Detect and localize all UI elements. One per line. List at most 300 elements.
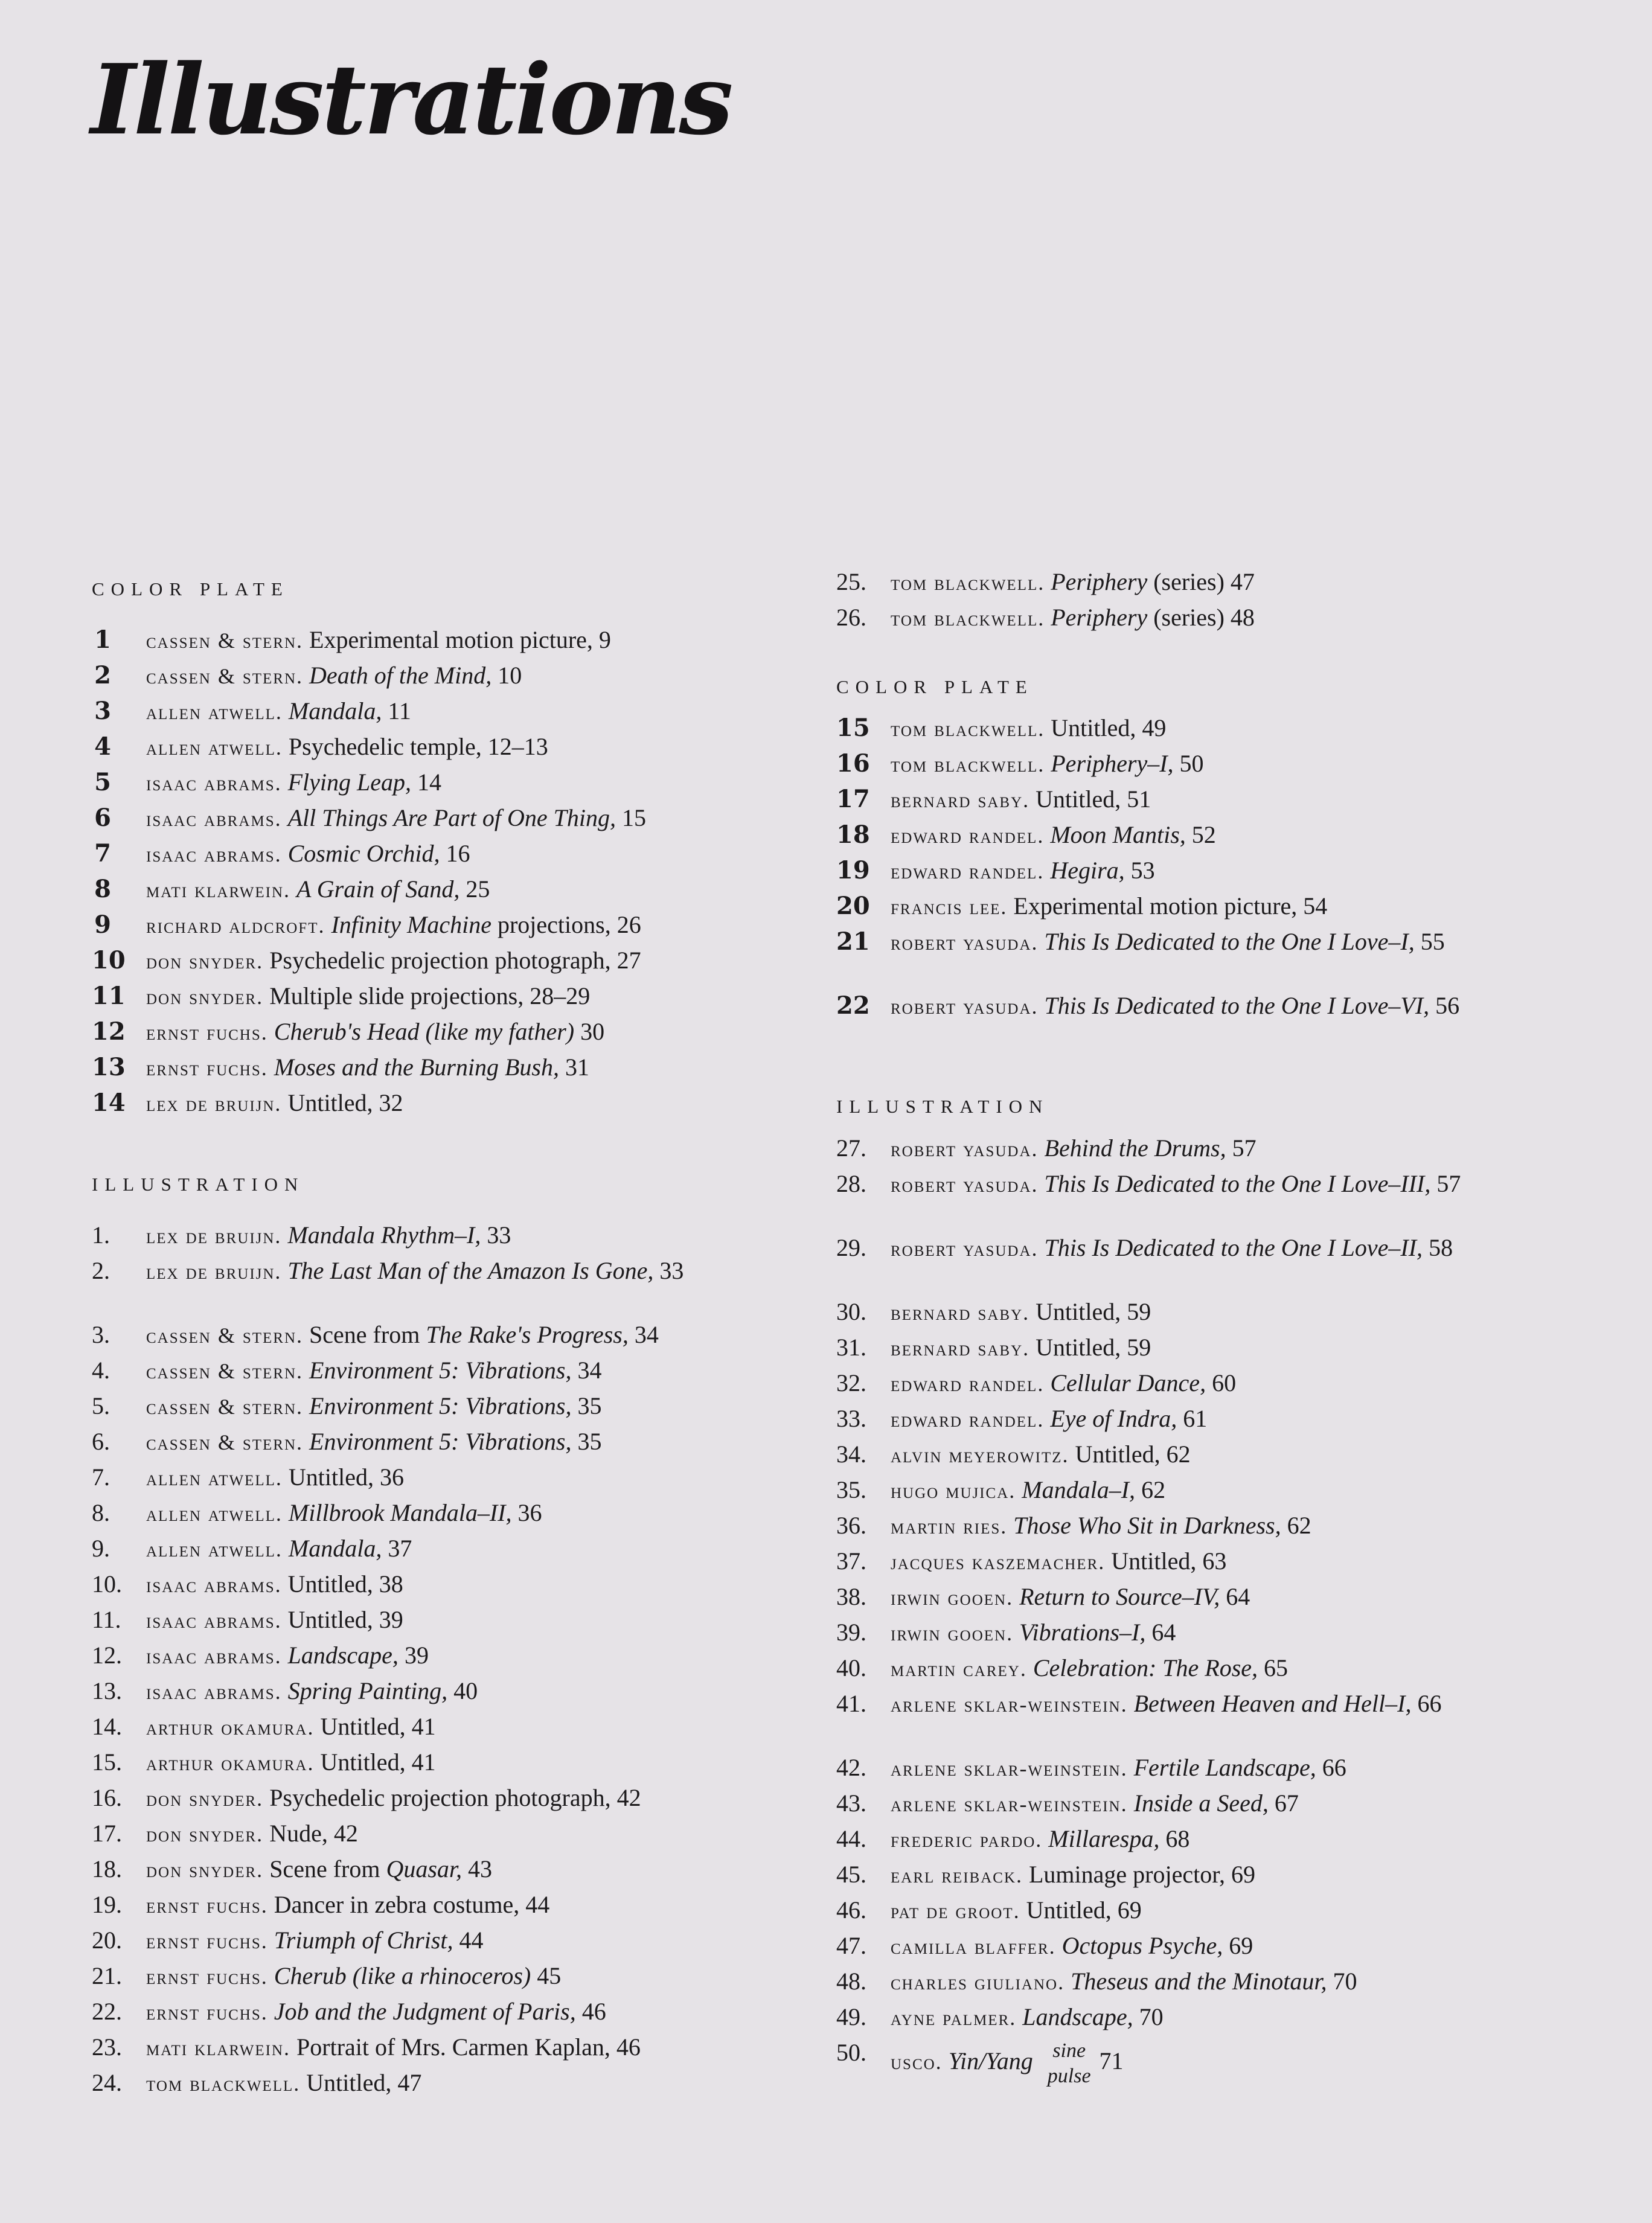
section-heading-color-plate-1: COLOR PLATE [92,578,289,600]
item-text [146,1256,792,1286]
item-number: 12 [92,1017,126,1046]
item-text [146,1605,792,1635]
item-number: 43. [836,1790,866,1817]
page-number: 27 [616,947,641,974]
list-item [92,1819,792,1855]
illustration-list-1-continued [836,568,1537,639]
list-item [92,1962,792,1997]
page-number: 61 [1183,1405,1208,1432]
work-description: Dancer in zebra costume, [274,1891,520,1918]
page-number: 37 [388,1535,412,1562]
item-number: 33. [836,1405,866,1432]
work-description: Untitled, [320,1713,406,1740]
work-title: Fertile Landscape, [1133,1754,1316,1781]
list-item [92,1427,792,1463]
work-title: Celebration: The Rose, [1032,1654,1258,1681]
item-prefix: Scene from [309,1321,420,1348]
artist-name: arthur okamura. [146,1715,315,1739]
artist-name: martin carey. [891,1657,1027,1681]
artist-name: robert yasuda. [891,1137,1039,1161]
artist-name: ernst fuchs. [146,2000,268,2024]
list-item [92,732,792,768]
work-title: All Things Are Part of One Thing, [287,804,616,831]
item-text [891,2003,1537,2032]
item-text [146,732,792,762]
page-number: 69 [1117,1896,1142,1924]
work-description: Untitled, [288,1463,374,1491]
page-number: 39 [404,1642,429,1669]
list-item [836,714,1537,749]
item-text [146,625,792,655]
list-item [92,1890,792,1926]
item-number: 27. [836,1134,866,1162]
artist-name: ernst fuchs. [146,1929,268,1953]
item-number: 37. [836,1547,866,1575]
work-title: Millarespa, [1048,1825,1160,1852]
item-number: 41. [836,1690,866,1717]
artist-name: ernst fuchs. [146,1893,268,1918]
work-title: Mandala–I, [1022,1476,1136,1503]
page-number: 10 [498,662,522,689]
list-item [836,1654,1537,1689]
work-description: (series) [1153,604,1225,631]
work-description: Untitled, [287,1606,373,1633]
page-number: 51 [1127,785,1151,813]
list-item [836,1789,1537,1825]
work-description: Luminage projector, [1029,1861,1225,1888]
list-item [836,1896,1537,1931]
item-number: 1. [92,1221,110,1249]
page-number: 59 [1127,1298,1151,1325]
list-item [92,768,792,804]
list-item [92,1534,792,1570]
item-text [891,1511,1537,1541]
page-number: 65 [1264,1654,1289,1681]
work-title: Eye of Indra, [1050,1405,1177,1432]
page-number: 46 [581,1998,606,2025]
list-item [836,1404,1537,1440]
list-item [92,1855,792,1890]
item-text [146,1926,792,1956]
work-title: Job and the Judgment of Paris, [274,1998,576,2025]
item-number: 21. [92,1962,122,1989]
artist-name: tom blackwell. [891,571,1045,595]
list-item [92,1017,792,1053]
item-number: 18 [836,820,870,849]
item-number: 20. [92,1927,122,1954]
item-text [146,1320,792,1350]
page-number: 52 [1191,821,1216,848]
list-item [836,1825,1537,1860]
work-description: Untitled, [1036,1298,1121,1325]
page-number: 62 [1141,1476,1166,1503]
list-item [92,1783,792,1819]
item-number: 20 [836,892,870,920]
list-item [92,625,792,661]
item-number: 6 [94,804,111,832]
item-number: 42. [836,1754,866,1781]
item-text [146,768,792,798]
item-number: 45. [836,1861,866,1888]
list-item [92,1221,792,1256]
item-text [146,661,792,691]
page-number: 41 [411,1713,436,1740]
work-title: This Is Dedicated to the One I Love–VI, [1044,992,1430,1019]
item-text [146,1356,792,1386]
list-item [836,749,1537,785]
artist-name: mati klarwein. [146,2036,291,2060]
list-item [92,875,792,910]
item-number: 8 [94,875,111,903]
artist-name: cassen & stern. [146,1430,304,1454]
sine-pulse-stack [1048,2038,1091,2089]
list-item [836,1967,1537,2003]
page-number: 53 [1130,857,1155,884]
item-text [891,1297,1537,1327]
item-text [146,946,792,976]
list-item [836,568,1537,603]
artist-name: don snyder. [146,1858,264,1882]
artist-name: mati klarwein. [146,878,291,902]
artist-name: don snyder. [146,1786,264,1811]
item-number: 16 [836,749,870,778]
section-heading-illustration-1: ILLUSTRATION [92,1174,305,1195]
work-title: Environment 5: Vibrations, [309,1428,572,1455]
page-number: 48 [1230,604,1255,631]
item-text [891,1476,1537,1505]
item-number: 26. [836,604,866,631]
list-item [836,927,1537,991]
item-number: 2. [92,1257,110,1284]
page-number: 41 [411,1748,436,1776]
list-item [92,1712,792,1748]
item-text [146,839,792,869]
page-number: 70 [1333,1968,1357,1995]
list-item [836,1369,1537,1404]
page-number: 55 [1420,928,1445,955]
item-number: 4 [94,732,111,761]
list-item [836,1931,1537,1967]
item-number: 5. [92,1392,110,1419]
item-text [146,1712,792,1742]
artist-name: ernst fuchs. [146,1020,268,1044]
list-item [836,1753,1537,1789]
item-text [146,1570,792,1599]
artist-name: edward randel. [891,1407,1045,1431]
list-item [836,892,1537,927]
artist-name: don snyder. [146,949,264,973]
artist-name: irwin gooen. [891,1585,1014,1610]
work-title: Mandala, [288,697,382,724]
work-title: Behind the Drums, [1044,1134,1226,1162]
work-title: Quasar, [386,1855,463,1882]
item-text [891,1860,1537,1890]
item-text [891,1369,1537,1398]
list-item [836,1233,1537,1297]
item-number: 47. [836,1932,866,1959]
work-title: Periphery [1051,568,1148,595]
page-number: 14 [417,769,442,796]
item-number: 39. [836,1619,866,1646]
artist-name: tom blackwell. [891,606,1045,630]
artist-name: usco. [891,2050,943,2074]
item-text [146,1499,792,1528]
page-number: 60 [1212,1369,1237,1396]
artist-name: isaac abrams. [146,807,282,831]
page-title: Illustrations [91,43,731,156]
item-number: 34. [836,1441,866,1468]
artist-name: lex de bruijn. [146,1224,282,1248]
work-title: Octopus Psyche, [1061,1932,1223,1959]
item-number: 8. [92,1499,110,1526]
item-text [891,1896,1537,1925]
item-text [891,1404,1537,1434]
item-number: 31. [836,1334,866,1361]
item-number: 22. [92,1998,122,2025]
list-item [92,1320,792,1356]
work-title: Millbrook Mandala–II, [288,1499,512,1526]
item-number: 25. [836,568,866,595]
artist-name: cassen & stern. [146,1359,304,1383]
item-number: 10 [92,946,126,974]
artist-name: edward randel. [891,1372,1045,1396]
item-number: 28. [836,1170,866,1197]
item-number: 22 [836,991,870,1020]
list-item [836,2038,1537,2089]
artist-name: martin ries. [891,1514,1008,1538]
item-number: 36. [836,1512,866,1539]
artist-name: arlene sklar-weinstein. [891,1756,1128,1780]
artist-name: hugo mujica. [891,1479,1016,1503]
list-item [92,2033,792,2068]
artist-name: tom blackwell. [891,752,1045,776]
item-number: 7. [92,1463,110,1491]
list-item [836,856,1537,892]
item-text [146,910,792,940]
artist-name: pat de groot. [891,1899,1020,1923]
artist-name: ayne palmer. [891,2006,1017,2030]
item-number: 6. [92,1428,110,1455]
work-title: Environment 5: Vibrations, [309,1392,572,1419]
work-title: Infinity Machine [331,911,491,938]
item-text [146,697,792,726]
artist-name: allen atwell. [146,1502,283,1526]
list-item [92,1089,792,1124]
page-number: 54 [1303,892,1328,920]
artist-name: isaac abrams. [146,1644,282,1668]
page-number: 42 [616,1784,641,1811]
list-item [836,1169,1537,1233]
section-heading-illustration-2: ILLUSTRATION [836,1096,1049,1117]
artist-name: bernard saby. [891,1336,1030,1360]
artist-name: arthur okamura. [146,1751,315,1775]
artist-name: robert yasuda. [891,1236,1039,1261]
item-number: 29. [836,1234,866,1261]
page-number: 16 [446,840,470,867]
artist-name: charles giuliano. [891,1970,1065,1994]
item-text [146,1053,792,1083]
item-text [146,1017,792,1047]
page-number: 46 [616,2033,641,2061]
list-item [836,1297,1537,1333]
page-number: 25 [466,875,490,903]
item-text [146,2033,792,2062]
artist-name: allen atwell. [146,1466,283,1490]
item-text [146,1748,792,1777]
work-title: Mandala, [288,1535,382,1562]
work-description: Untitled, [320,1748,406,1776]
work-title: The Last Man of the Amazon Is Gone, [287,1257,654,1284]
item-text [146,2068,792,2098]
list-item [92,946,792,982]
item-number: 14 [92,1089,126,1117]
page-number: 9 [598,626,611,653]
artist-name: robert yasuda. [891,930,1039,955]
item-text [891,603,1537,633]
page-number: 33 [487,1221,511,1249]
page-number: 39 [379,1606,403,1633]
artist-name: isaac abrams. [146,842,282,866]
work-title: Moon Mantis, [1050,821,1186,848]
work-description: Untitled, [287,1089,373,1116]
page-number: 38 [379,1570,403,1598]
item-number: 1 [94,625,111,654]
page-number: 36 [517,1499,542,1526]
illustration-list-2 [836,1134,1537,2089]
item-text [891,1233,1537,1263]
item-number: 40. [836,1654,866,1681]
work-title: Triumph of Christ, [274,1927,453,1954]
item-text [146,804,792,833]
item-number: 15. [92,1748,122,1776]
item-text [891,820,1537,850]
list-item [92,1392,792,1427]
page-number: 56 [1435,992,1460,1019]
item-number: 46. [836,1896,866,1924]
item-number: 19. [92,1891,122,1918]
artist-name: alvin meyerowitz. [891,1443,1069,1467]
artist-name: isaac abrams. [146,1608,282,1633]
artist-name: allen atwell. [146,735,283,760]
work-description: Untitled, [1111,1547,1197,1575]
artist-name: earl reiback. [891,1863,1023,1887]
item-text [146,1392,792,1421]
artist-name: isaac abrams. [146,1573,282,1597]
work-title: Cherub's Head (like my father) [274,1018,575,1045]
work-description: Portrait of Mrs. Carmen Kaplan, [296,2033,610,2061]
work-title: Death of the Mind, [309,662,492,689]
list-item [92,1605,792,1641]
list-item [836,1134,1537,1169]
list-item [92,1641,792,1677]
stack-top: sine [1052,2039,1086,2062]
page-number: 43 [468,1855,493,1882]
page-number: 47 [1230,568,1255,595]
item-number: 7 [94,839,111,868]
page-number: 67 [1274,1790,1299,1817]
page-number: 58 [1429,1234,1453,1261]
work-description: Untitled, [1026,1896,1112,1924]
work-title: Cherub (like a rhinoceros) [274,1962,531,1989]
item-text [891,749,1537,779]
work-description: Untitled, [1036,785,1121,813]
work-description: Multiple slide projections, [269,982,524,1009]
list-item [836,820,1537,856]
list-item [92,1570,792,1605]
page-number: 71 [1099,2047,1124,2075]
list-item [836,991,1537,1055]
list-item [836,785,1537,820]
list-item [92,804,792,839]
artist-name: edward randel. [891,859,1045,883]
item-text [146,1221,792,1250]
artist-name: arlene sklar-weinstein. [891,1792,1128,1816]
item-number: 49. [836,2003,866,2030]
list-item [92,1053,792,1089]
artist-name: bernard saby. [891,788,1030,812]
work-title: The Rake's Progress, [426,1321,629,1348]
work-description: Untitled, [1075,1441,1161,1468]
artist-name: robert yasuda. [891,994,1039,1019]
work-title: Those Who Sit in Darkness, [1013,1512,1281,1539]
page-number: 34 [634,1321,659,1348]
work-description: Untitled, [306,2069,392,2096]
page-number: 66 [1322,1754,1346,1781]
item-text [146,875,792,904]
page-number: 26 [616,911,641,938]
work-title: Periphery–I, [1051,750,1174,777]
work-title: Landscape, [1022,2003,1133,2030]
item-text [146,1997,792,2027]
work-description: Psychedelic projection photograph, [269,947,611,974]
list-item [92,982,792,1017]
page-number: 34 [577,1357,602,1384]
work-description: Nude, [269,1820,328,1847]
item-text [891,1789,1537,1818]
item-number: 3 [94,697,111,725]
item-text [146,1819,792,1849]
artist-name: cassen & stern. [146,1395,304,1419]
item-number: 14. [92,1713,122,1740]
item-text [146,1855,792,1884]
page-number: 32 [379,1089,403,1116]
list-item [836,1618,1537,1654]
page-number: 62 [1166,1441,1191,1468]
list-item [92,1926,792,1962]
artist-name: cassen & stern. [146,629,304,653]
item-number: 17. [92,1820,122,1847]
work-title: Inside a Seed, [1133,1790,1269,1817]
page-number: 31 [565,1054,589,1081]
item-number: 11 [92,982,126,1010]
item-text [891,892,1537,921]
work-title: This Is Dedicated to the One I Love–I, [1044,928,1415,955]
list-item [92,661,792,697]
list-item [92,1499,792,1534]
page-number: 42 [333,1820,358,1847]
item-number: 30. [836,1298,866,1325]
item-number: 3. [92,1321,110,1348]
color-plate-list-1 [92,625,792,1124]
item-number: 19 [836,856,870,884]
item-text [891,1931,1537,1961]
page-number: 44 [459,1927,484,1954]
artist-name: jacques kaszemacher. [891,1550,1106,1574]
item-text [891,1547,1537,1576]
work-title: This Is Dedicated to the One I Love–III, [1044,1170,1431,1197]
item-number: 9 [94,910,111,939]
page-number: 50 [1179,750,1204,777]
